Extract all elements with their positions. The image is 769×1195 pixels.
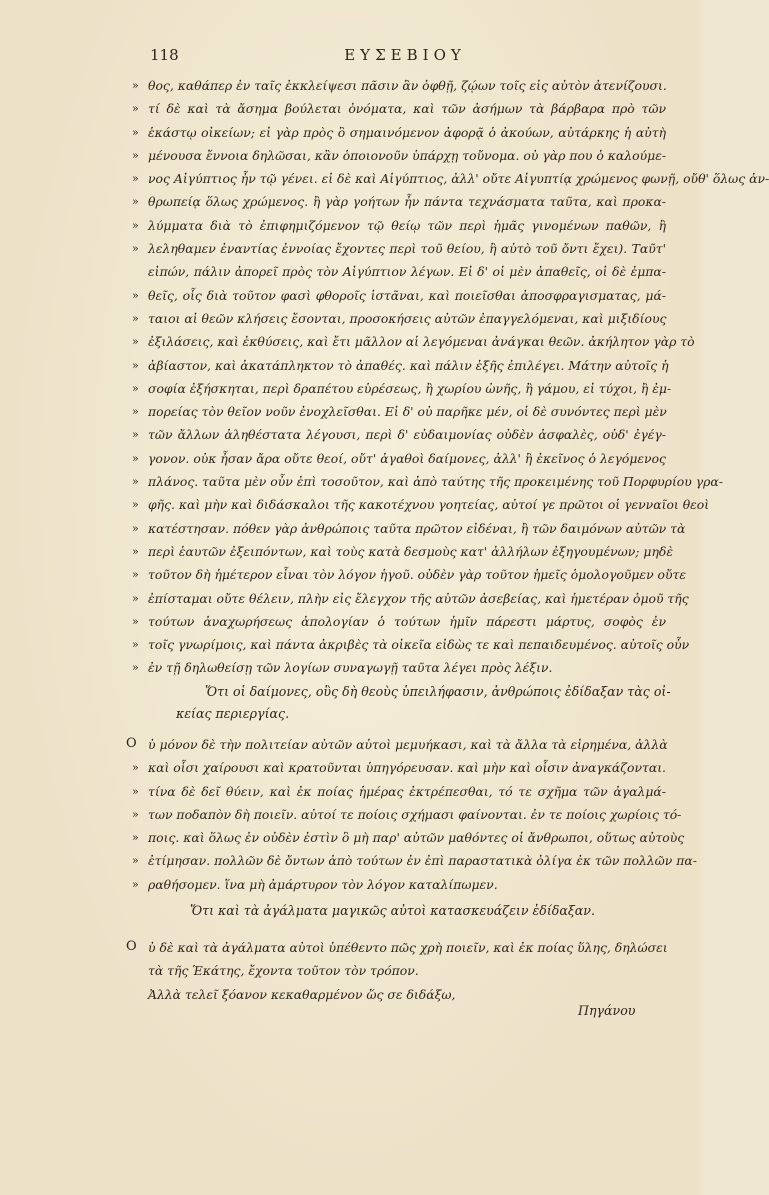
second-text-block (132, 733, 697, 896)
text-line (136, 959, 666, 982)
text-line (132, 121, 666, 144)
text-line (132, 284, 666, 307)
text-line (132, 423, 666, 446)
section-heading-2: Ὅτι καὶ τὰ ἀγάλματα μαγικῶς αὐτοὶ κατασκευάζειν ἐδίδαξαν. (190, 903, 595, 918)
quotation-mark: » (132, 381, 139, 395)
line-text: των ποδαπὸν δὴ ποιεῖν. αὐτοί τε ποίοις σχήμασι φαίνονται. ἐν τε ποίοις χωρίοις τό- (148, 806, 682, 822)
line-text: μένουσα ἔννοια δηλῶσαι, κἂν ὁποιονοῦν ὑπάρχῃ τοὔνομα. οὐ γὰρ που ὁ καλούμε- (148, 147, 667, 163)
quotation-mark: » (132, 335, 139, 349)
initial-letter-1: Ο (126, 736, 137, 751)
text-line (132, 756, 666, 779)
quotation-mark: » (132, 761, 139, 775)
line-text: ραθήσομεν. ἵνα μὴ ἀμάρτυρον τὸν λόγον καταλίπωμεν. (148, 876, 498, 892)
line-text: τῶν ἄλλων ἀληθέστατα λέγουσι, περὶ δ' εὐδαιμονίας οὐδὲν ἀσφαλὲς, οὐδ' ἐγέγ- (148, 427, 666, 443)
quotation-mark: » (132, 784, 139, 798)
text-line (136, 733, 666, 756)
line-text: ἑκάστῳ οἰκείων; εἰ γὰρ πρὸς ὃ σημαινόμενον ἀφορᾷ ὁ ἀκούων, αὐτάρκης ἡ αὐτὴ (148, 124, 666, 140)
page-header (150, 46, 660, 68)
line-text: ἐν τῇ δηλωθείσῃ τῶν λογίων συναγωγῇ ταῦτα λέγει πρὸς λέξιν. (148, 660, 553, 676)
text-line (132, 493, 710, 516)
line-text: λεληθαμεν ἐναντίας ἐννοίας ἔχοντες περὶ τοῦ θείου, ἢ αὐτὸ τοῦ ὄντι ἔχει). Ταῦτ' (148, 241, 666, 257)
text-line (132, 237, 666, 260)
line-text: τί δὲ καὶ τὰ ἄσημα βούλεται ὀνόματα, καὶ τῶν ἀσήμων τὰ βάρβαρα πρὸ τῶν (148, 101, 666, 117)
quotation-mark: » (132, 451, 139, 465)
quotation-mark: » (132, 475, 139, 489)
line-text: πορείας τὸν θεῖον νοῦν ἐνοχλεῖσθαι. Εἰ δ' οὐ παρῆκε μέν, οἱ δὲ συνόντες περὶ μὲν (148, 404, 667, 420)
quotation-mark: » (132, 148, 139, 162)
line-text: ὐ δὲ καὶ τὰ ἀγάλματα αὐτοὶ ὑπέθεντο πῶς χρὴ ποιεῖν, καὶ ἐκ ποίας ὕλης, δηλώσει (148, 940, 668, 955)
line-text: εἰπών, πάλιν ἀπορεῖ πρὸς τὸν Αἰγύπτιον λέγων. Εἰ δ' οἱ μὲν ἀπαθεῖς, οἱ δὲ ἐμπα- (148, 264, 666, 280)
third-text-block (136, 936, 666, 1006)
quotation-mark: » (132, 614, 139, 628)
page-number: 118 (150, 46, 179, 64)
text-line (132, 190, 666, 213)
quotation-mark: » (132, 125, 139, 139)
text-line (132, 517, 686, 540)
main-text-block (132, 74, 769, 680)
line-text: πλάνος. ταῦτα μὲν οὖν ἐπὶ τοσοῦτον, καὶ ἀπὸ ταύτης τῆς προκειμένης τοῦ Πορφυρίου γρα- (148, 474, 723, 490)
text-line (132, 400, 667, 423)
text-line (132, 540, 673, 563)
line-text: τὰ τῆς Ἑκάτης, ἔχοντα τοῦτον τὸν τρόπον. (148, 963, 419, 979)
quotation-mark: » (132, 831, 139, 845)
quotation-mark: » (132, 311, 139, 325)
text-line (132, 563, 687, 586)
text-line (132, 633, 690, 656)
quotation-mark: » (132, 102, 139, 116)
text-line (132, 214, 666, 237)
line-text: κατέστησαν. πόθεν γὰρ ἀνθρώποις ταῦτα πρῶτον εἰδέναι, ἢ τῶν δαιμόνων αὐτῶν τὰ (148, 520, 686, 536)
line-text: Ἀλλὰ τελεῖ ξόανον κεκαθαρμένον ὥς σε διδάξω, (148, 986, 456, 1002)
line-text: ἀβίαστον, καὶ ἀκατάπληκτον τὸ ἀπαθές. καὶ πάλιν ἑξῆς ἐπιλέγει. Μάτην αὐτοῖς ἡ (148, 357, 669, 373)
line-text: ταιοι αἱ θεῶν κλήσεις ἔσονται, προσοκήσεις αὐτῶν ἐπαγγελόμεναι, καὶ μιξιδίους (148, 310, 667, 326)
line-text: γονον. οὐκ ἦσαν ἄρα οὔτε θεοί, οὔτ' ἀγαθοὶ δαίμονες, ἀλλ' ἢ ἐκεῖνος ὁ λεγόμενος (148, 450, 666, 466)
quotation-mark: » (132, 195, 139, 209)
quotation-mark: » (132, 498, 139, 512)
text-line (132, 803, 682, 826)
line-text: ἐπίσταμαι οὔτε θέλειν, πλὴν εἰς ἔλεγχον τῆς αὐτῶν ἀσεβείας, καὶ ἡμετέραν ὁμοῦ τῆς (148, 590, 689, 606)
line-text: θρωπείᾳ ὅλως χρώμενος. ἢ γὰρ γοήτων ἦν πάντα τεχνάσματα ταῦτα, καὶ προκα- (148, 194, 666, 210)
line-text: φῆς. καὶ μὴν καὶ διδάσκαλοι τῆς κακοτέχνου γοητείας, αὐτοί γε πρῶτοι οἱ γενναῖοι θεοὶ (148, 497, 710, 513)
text-line (132, 780, 666, 803)
quotation-mark: » (132, 405, 139, 419)
line-text: λύμματα διὰ τὸ ἐπιφημιζόμενον τῷ θείῳ τῶν περὶ ἡμᾶς γινομένων παθῶν, ἢ (148, 217, 666, 233)
initial-letter-2: Ο (126, 939, 137, 954)
quotation-mark: » (132, 591, 139, 605)
running-head: ΕΥΣΕΒΙΟΥ (344, 46, 466, 64)
text-line (132, 354, 669, 377)
section-heading-1-cont: κείας περιεργίας. (176, 706, 290, 721)
quotation-mark: » (132, 854, 139, 868)
text-line (136, 260, 666, 283)
quotation-mark: » (132, 218, 139, 232)
quotation-mark: » (132, 428, 139, 442)
quotation-mark: » (132, 568, 139, 582)
quotation-mark: » (132, 877, 139, 891)
text-line (132, 470, 723, 493)
text-line (132, 873, 666, 896)
text-line (132, 447, 666, 470)
catchword: Πηγάνου (578, 1003, 636, 1018)
section-heading-1: Ὅτι οἱ δαίμονες, οὓς δὴ θεοὺς ὑπειλήφασιν, ἀνθρώποις ἐδίδαξαν τὰς οἰ- (205, 684, 671, 699)
line-text: τίνα δὲ δεῖ θύειν, καὶ ἐκ ποίας ἡμέρας ἐκτρέπεσθαι, τό τε σχῆμα τῶν ἀγαλμά- (148, 783, 666, 799)
line-text: σοφία ἐξήσκηται, περὶ δραπέτου εὑρέσεως, ἢ χωρίου ὠνῆς, ἢ γάμου, εἰ τύχοι, ἢ ἐμ- (148, 380, 672, 396)
line-text: θεῖς, οἷς διὰ τοῦτον φασὶ φθοροῖς ἱστᾶναι, καὶ ποιεῖσθαι ἀποσφραγισματας, μά- (148, 287, 666, 303)
quotation-mark: » (132, 661, 139, 675)
line-text: νος Αἰγύπτιος ἦν τῷ γένει. εἰ δὲ καὶ Αἰγύπτιος, ἀλλ' οὔτε Αἰγυπτίᾳ χρώμενος φωνῇ, οὔθ' ὅλως ἀν- (148, 171, 769, 187)
text-line (132, 587, 689, 610)
text-line (132, 377, 672, 400)
line-text: ποις. καὶ ὅλως ἐν οὐδὲν ἐστὶν ὃ μὴ παρ' αὐτῶν μαθόντες οἱ ἄνθρωποι, οὕτως αὐτοὺς (148, 830, 685, 846)
line-text: τούτων ἀναχωρήσεως ἀπολογίαν ὁ τούτων ἡμῖν πάρεστι μάρτυς, σοφὸς ἐν (148, 613, 666, 629)
quotation-mark: » (132, 172, 139, 186)
text-line (132, 826, 685, 849)
text-line (132, 97, 666, 120)
text-line (132, 330, 695, 353)
quotation-mark: » (132, 521, 139, 535)
line-text: τοῖς γνωρίμοις, καὶ πάντα ἀκριβὲς τὰ οἰκεῖα εἰδὼς τε καὶ πεπαιδευμένος. αὐτοῖς οὖν (148, 637, 690, 653)
quotation-mark: » (132, 242, 139, 256)
text-line (132, 610, 666, 633)
quotation-mark: » (132, 807, 139, 821)
line-text: θος, καθάπερ ἐν ταῖς ἐκκλείψεσι πᾶσιν ἂν ὀφθῇ, ζῴων τοῖς εἰς αὐτὸν ἀτενίζουσι. (148, 78, 667, 93)
line-text: ἐτίμησαν. πολλῶν δὲ ὄντων ἀπὸ τούτων ἐν ἐπὶ παραστατικὰ ὀλίγα ἐκ τῶν πολλῶν πα- (148, 853, 697, 869)
quotation-mark: » (132, 358, 139, 372)
text-line (132, 74, 667, 97)
text-line (132, 307, 667, 330)
quotation-mark: » (132, 288, 139, 302)
text-line (132, 849, 697, 872)
text-line (132, 144, 667, 167)
quotation-mark: » (132, 79, 139, 92)
text-line (132, 167, 769, 190)
line-text: καὶ οἷσι χαίρουσι καὶ κρατοῦνται ὑπηγόρευσαν. καὶ μὴν καὶ οἷσιν ἀναγκάζονται. (148, 760, 666, 776)
line-text: ὐ μόνον δὲ τὴν πολιτείαν αὐτῶν αὐτοὶ μεμυήκασι, καὶ τὰ ἄλλα τὰ εἰρημένα, ἀλλὰ (148, 737, 668, 752)
line-text: ἐξιλάσεις, καὶ ἐκθύσεις, καὶ ἔτι μᾶλλον αἱ λεγόμεναι ἀνάγκαι θεῶν. ἀκήλητον γὰρ τὸ (148, 334, 695, 350)
line-text: περὶ ἑαυτῶν ἐξειπόντων, καὶ τοὺς κατὰ δεσμοὺς κατ' ἀλλήλων ἐξηγουμένων; μηδὲ (148, 543, 673, 559)
line-text: τοῦτον δὴ ἡμέτερον εἶναι τὸν λόγον ἡγοῦ. οὐδὲν γὰρ τοῦτον ἡμεῖς ὁμολογοῦμεν οὔτε (148, 567, 687, 583)
quotation-mark: » (132, 544, 139, 558)
text-line (136, 936, 666, 959)
text-line (132, 656, 666, 679)
quotation-mark: » (132, 638, 139, 652)
